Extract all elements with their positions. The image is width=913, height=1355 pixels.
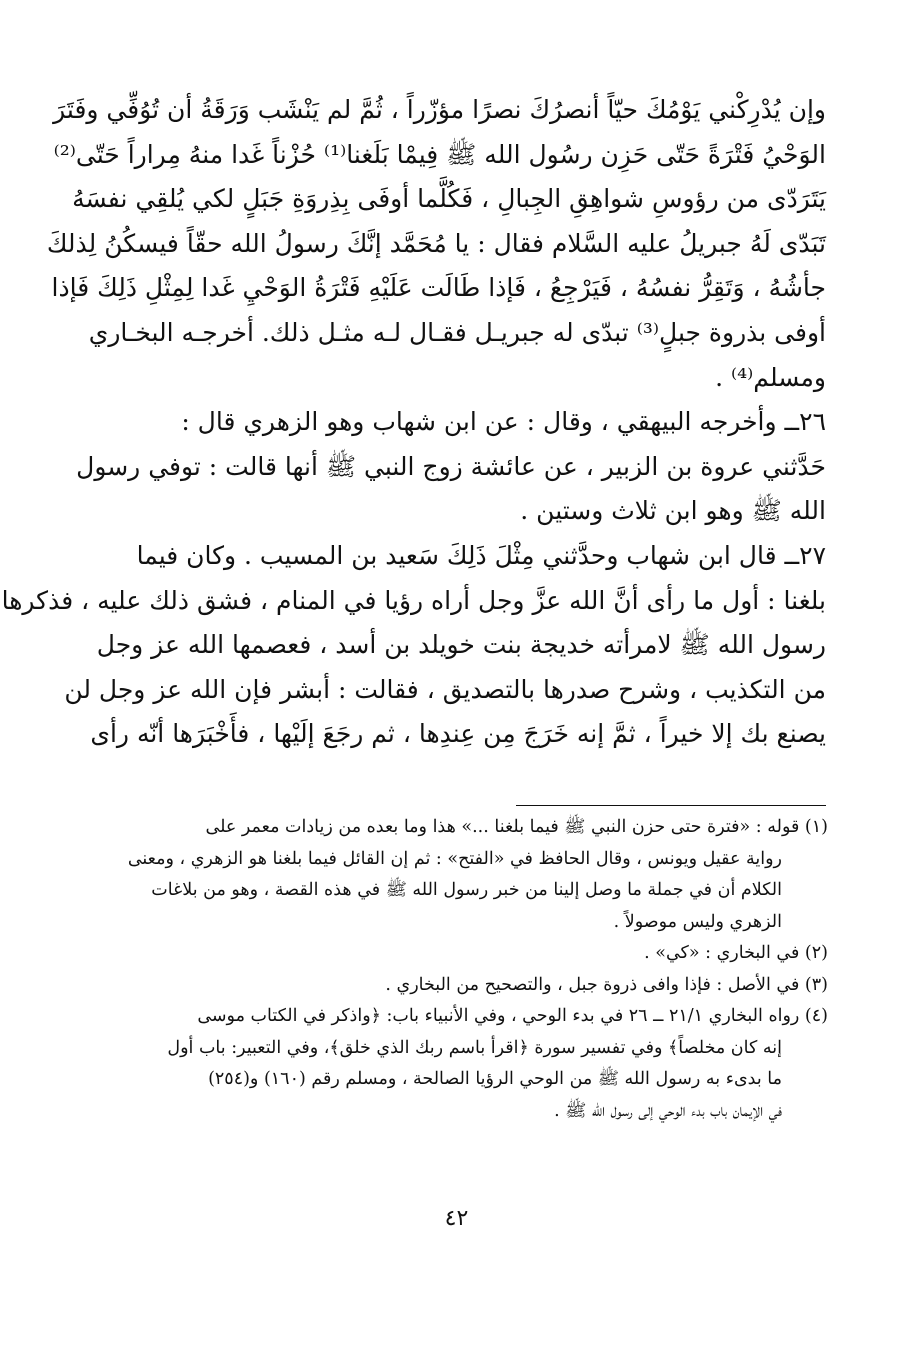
text-line: رسول الله ﷺ لامرأته خديجة بنت خويلد بن أسد ، فعصمها الله عز وجل <box>96 630 826 660</box>
page-body <box>1 88 826 757</box>
main-text <box>1 88 826 757</box>
footnote-line: ما بدىء به رسول الله ﷺ من الوحي الرؤيا الصالحة ، ومسلم رقم (١٦٠) و(٢٥٤) <box>208 1069 782 1089</box>
footnote-line: (١) قوله : «فترة حتى حزن النبي ﷺ فيما بلغنا ...» هذا وما بعده من زيادات معمر على <box>205 817 828 837</box>
footnote-line: الكلام أن في جملة ما وصل إلينا من خبر رسول الله ﷺ في هذه القصة ، وهو من بلاغات <box>151 880 782 900</box>
text-line: ومسلم⁽⁴⁾ . <box>715 362 826 392</box>
footnote-line: (٢) في البخاري : «كي» . <box>644 943 828 963</box>
footnotes <box>78 812 828 1127</box>
footnote-1 <box>78 812 828 938</box>
footnote-line: الزهري وليس موصولاً . <box>613 911 782 932</box>
paragraph-hadith-26 <box>78 400 826 534</box>
footnote-2 <box>78 938 828 970</box>
paragraph-hadith-25 <box>46 88 826 400</box>
text-line: وإن يُدْرِكْني يَوْمُكَ حيّاً أنصرُكَ نصرًا مؤزّراً ، ثُمَّ لم يَنْشَب وَرَقَةُ أن تُوُفِّي وفَتَرَ <box>53 95 826 124</box>
text-line: يَتَرَدّى من رؤوسِ شواهِقِ الجِبالِ ، فَكُلَّما أوفَى بِذِروَةِ جَبَلٍ لكي يُلقِي نفسَهُ <box>72 184 826 214</box>
text-line: الوَحْيُ فَتْرَةً حَتّى حَزِن رسُول الله ﷺ فِيمْا بَلَغنا⁽¹⁾ حُزْناً غَدا منهُ مِراراً حَتّى⁽²⁾ <box>53 139 826 169</box>
text-line: حَدَّثني عروة بن الزبير ، عن عائشة زوج النبي ﷺ أنها قالت : توفي رسول <box>76 451 826 481</box>
text-line: من التكذيب ، وشرح صدرها بالتصديق ، فقالت : أبشر فإن الله عز وجل لن <box>64 674 826 704</box>
text-line: بلغنا : أول ما رأى أنَّ الله عزَّ وجل أراه رؤيا في المنام ، فشق ذلك عليه ، فذكرها <box>1 585 826 615</box>
footnote-4 <box>78 1001 828 1127</box>
text-line: جأشُهُ ، وَتَقِرُّ نفسُهُ ، فَيَرْجِعُ ، فَإذا طَالَت عَلَيْهِ فَتْرَةُ الوَحْيِ غَدا لِمِثْلِ ذَلِكَ فَإذا <box>51 273 826 303</box>
footnote-line: (٤) رواه البخاري ٢١/١ ــ ٢٦ في بدء الوحي ، وفي الأنبياء باب: ﴿واذكر في الكتاب موسى <box>197 1006 828 1026</box>
footnote-line: إنه كان مخلصاً﴾ وفي تفسير سورة ﴿اقرأ باسم ربك الذي خلق﴾، وفي التعبير: باب أول <box>167 1037 782 1058</box>
paragraph-hadith-27 <box>1 534 826 757</box>
footnote-line: رواية عقيل ويونس ، وقال الحافظ في «الفتح» : ثم إن القائل فيما بلغنا هو الزهري ، ومعنى <box>127 848 782 869</box>
text-line: يصنع بك إلا خيراً ، ثمَّ إنه خَرَجَ مِن عِندِها ، ثم رجَعَ إلَيْها ، فأَخْبَرَها أنّه رأى <box>90 719 826 749</box>
footnote-line: (٣) في الأصل : فإذا وافى ذروة جبل ، والتصحيح من البخاري . <box>385 974 828 995</box>
text-line: تَبَدّى لَهُ جبريلُ عليه السَّلام فقال : يا مُحَمَّد إنَّكَ رسولُ الله حقّاً فيسكُنُ لِذلكَ <box>46 228 826 258</box>
text-line: ٢٧ــ قال ابن شهاب وحدَّثني مِثْلَ ذَلِكَ سَعيد بن المسيب . وكان فيما <box>136 540 826 570</box>
text-line: ٢٦ــ وأخرجه البيهقي ، وقال : عن ابن شهاب وهو الزهري قال : <box>181 407 826 437</box>
text-line: أوفى بذروة جبلٍ⁽³⁾ تبدّى له جبريـل فقـال لـه مثـل ذلك. أخرجـه البخـاري <box>88 317 826 347</box>
footnote-3 <box>78 970 828 1002</box>
page-number: ٤٢ <box>444 1206 469 1231</box>
footnote-separator <box>516 805 826 806</box>
text-line: الله ﷺ وهو ابن ثلاث وستين . <box>520 496 826 526</box>
footnote-line: في الإيمان باب بدء الوحي إلى رسول الله ﷺ . <box>554 1100 782 1121</box>
